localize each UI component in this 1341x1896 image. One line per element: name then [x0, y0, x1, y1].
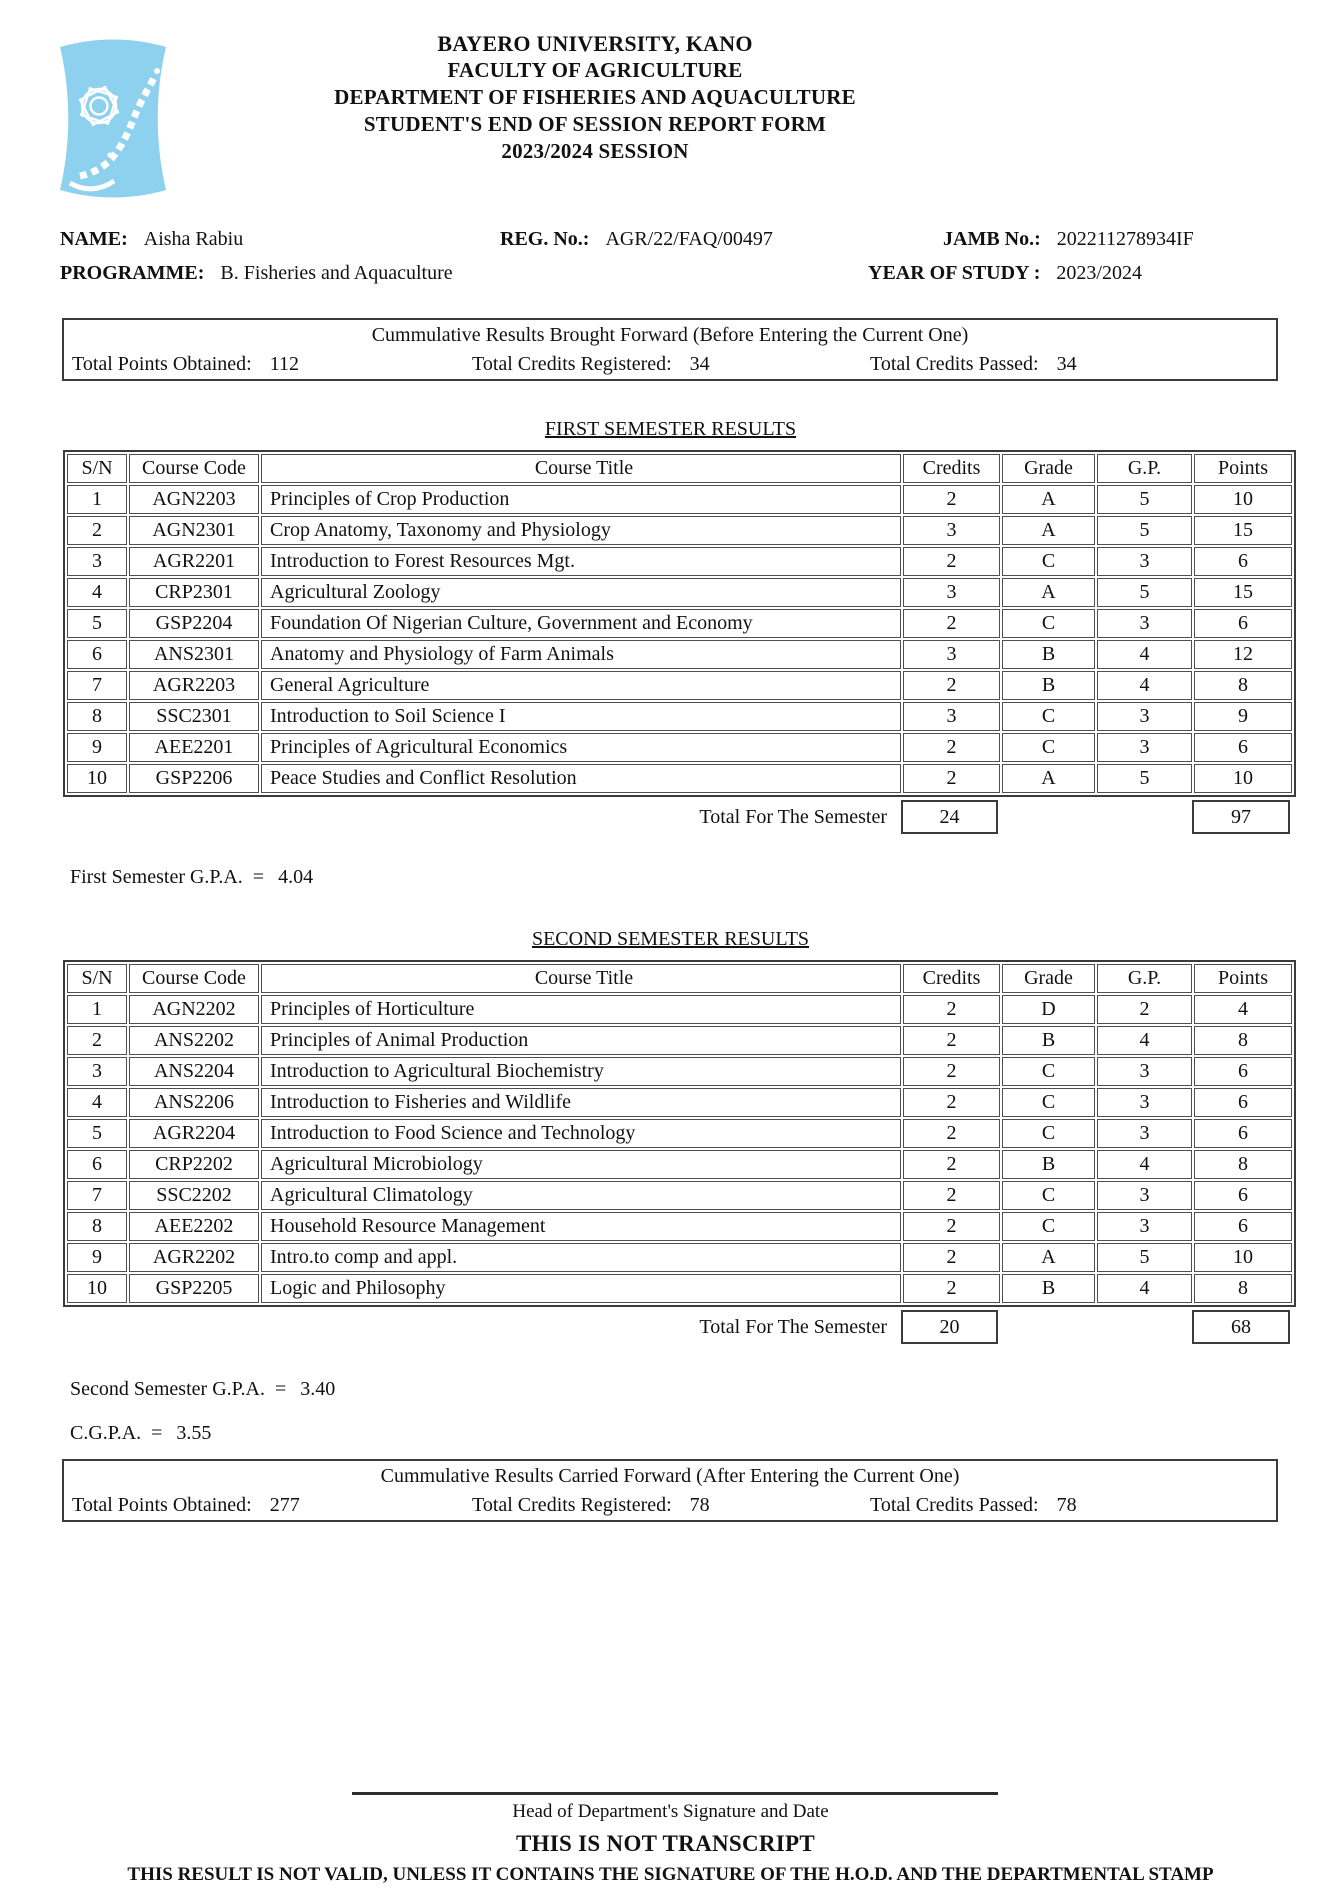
table-cell: A	[1002, 485, 1095, 514]
semester-total-label: Total For The Semester	[699, 1316, 888, 1338]
semester-total-points: 97	[1192, 800, 1290, 834]
first-semester-total-row	[63, 798, 1292, 836]
table-cell: 3	[1097, 733, 1192, 762]
table-cell: 1	[67, 995, 127, 1024]
table-row	[67, 1150, 1292, 1179]
programme-value: B. Fisheries and Aquaculture	[220, 262, 453, 284]
programme-label: PROGRAMME:	[60, 262, 205, 284]
table-cell: 6	[1194, 733, 1292, 762]
semester-total-grade-empty	[1000, 800, 1093, 834]
table-cell: 3	[1097, 1181, 1192, 1210]
table-cell: 4	[1097, 640, 1192, 669]
table-cell: 2	[903, 1119, 1000, 1148]
table-row	[67, 1088, 1292, 1117]
reg-no-value: AGR/22/FAQ/00497	[605, 228, 773, 250]
table-cell: 7	[67, 1181, 127, 1210]
table-cell: General Agriculture	[261, 671, 901, 700]
table-cell: 2	[903, 995, 1000, 1024]
table-cell: AEE2202	[129, 1212, 259, 1241]
total-credits-registered-label: Total Credits Registered:	[472, 353, 672, 375]
table-cell: 6	[1194, 1119, 1292, 1148]
total-points-obtained	[72, 1494, 300, 1517]
table-row	[67, 516, 1292, 545]
table-cell: 6	[1194, 1057, 1292, 1086]
table-cell: 2	[903, 733, 1000, 762]
table-cell: C	[1002, 733, 1095, 762]
table-cell: 5	[1097, 516, 1192, 545]
reg-no-label: REG. No.:	[500, 228, 590, 250]
second-semester-section	[63, 928, 1278, 1346]
table-cell: 3	[903, 702, 1000, 731]
table-cell: 4	[1097, 1150, 1192, 1179]
table-cell: 3	[1097, 1057, 1192, 1086]
table-cell: 5	[1097, 764, 1192, 793]
jamb-no-value: 202211278934IF	[1056, 228, 1194, 250]
table-cell: 4	[1097, 1274, 1192, 1303]
table-cell: AEE2201	[129, 733, 259, 762]
table-row	[67, 1181, 1292, 1210]
total-points-obtained-value: 112	[269, 353, 299, 375]
university-name: BAYERO UNIVERSITY, KANO	[437, 31, 753, 56]
table-header-row	[67, 454, 1292, 483]
table-cell: 4	[1097, 1026, 1192, 1055]
year-of-study-field	[868, 262, 1142, 285]
col-grade: Grade	[1002, 454, 1095, 483]
table-cell: 4	[1194, 995, 1292, 1024]
table-cell: AGN2202	[129, 995, 259, 1024]
table-row	[67, 640, 1292, 669]
col-credits: Credits	[903, 454, 1000, 483]
first-semester-gpa	[70, 866, 313, 889]
total-points-obtained-label: Total Points Obtained:	[72, 353, 252, 375]
session-title: 2023/2024 SESSION	[501, 139, 689, 163]
carried-forward-title: Cummulative Results Carried Forward (After Entering the Current One)	[380, 1465, 960, 1487]
second-semester-total-row	[63, 1308, 1292, 1346]
table-cell: 10	[67, 1274, 127, 1303]
table-cell: 5	[67, 1119, 127, 1148]
table-cell: B	[1002, 640, 1095, 669]
total-credits-registered-value: 78	[689, 1494, 710, 1516]
semester-total-points: 68	[1192, 1310, 1290, 1344]
semester-total-gp-empty	[1095, 1310, 1190, 1344]
table-cell: 6	[1194, 547, 1292, 576]
semester-total-gp-empty	[1095, 800, 1190, 834]
table-cell: 3	[903, 516, 1000, 545]
table-cell: Introduction to Agricultural Biochemistry	[261, 1057, 901, 1086]
table-cell: 9	[67, 1243, 127, 1272]
table-cell: ANS2202	[129, 1026, 259, 1055]
table-row	[67, 609, 1292, 638]
first-semester-table	[63, 450, 1296, 797]
faculty-name: FACULTY OF AGRICULTURE	[447, 58, 743, 82]
table-cell: 2	[903, 609, 1000, 638]
equals-sign: =	[151, 1422, 163, 1444]
table-cell: 2	[903, 1212, 1000, 1241]
second-semester-table	[63, 960, 1296, 1307]
col-course-title: Course Title	[261, 964, 901, 993]
form-title: STUDENT'S END OF SESSION REPORT FORM	[363, 112, 827, 136]
table-cell: 8	[67, 702, 127, 731]
table-cell: Anatomy and Physiology of Farm Animals	[261, 640, 901, 669]
cgpa-value: 3.55	[176, 1422, 212, 1444]
table-cell: GSP2206	[129, 764, 259, 793]
table-cell: 6	[67, 640, 127, 669]
cgpa-label: C.G.P.A.	[70, 1422, 142, 1444]
table-cell: 3	[67, 547, 127, 576]
table-row	[67, 578, 1292, 607]
table-cell: 4	[1097, 671, 1192, 700]
table-cell: C	[1002, 1057, 1095, 1086]
table-cell: Principles of Crop Production	[261, 485, 901, 514]
table-row	[67, 1057, 1292, 1086]
table-cell: C	[1002, 1212, 1095, 1241]
table-cell: 8	[1194, 671, 1292, 700]
table-cell: 10	[1194, 764, 1292, 793]
col-course-code: Course Code	[129, 454, 259, 483]
table-cell: Agricultural Zoology	[261, 578, 901, 607]
table-cell: Logic and Philosophy	[261, 1274, 901, 1303]
table-cell: 6	[1194, 609, 1292, 638]
table-cell: Agricultural Climatology	[261, 1181, 901, 1210]
col-points: Points	[1194, 454, 1292, 483]
year-of-study-value: 2023/2024	[1056, 262, 1142, 284]
first-semester-title: FIRST SEMESTER RESULTS	[544, 418, 797, 440]
table-cell: Peace Studies and Conflict Resolution	[261, 764, 901, 793]
table-cell: 3	[1097, 702, 1192, 731]
table-cell: 6	[67, 1150, 127, 1179]
name-value: Aisha Rabiu	[143, 228, 244, 250]
table-cell: AGR2202	[129, 1243, 259, 1272]
semester-total-credits: 24	[901, 800, 998, 834]
col-gp: G.P.	[1097, 964, 1192, 993]
table-header-row	[67, 964, 1292, 993]
table-cell: 3	[1097, 609, 1192, 638]
table-cell: C	[1002, 1119, 1095, 1148]
student-name-field	[60, 228, 243, 251]
second-semester-title: SECOND SEMESTER RESULTS	[531, 928, 810, 950]
total-credits-passed-label: Total Credits Passed:	[870, 1494, 1039, 1516]
table-cell: 4	[67, 1088, 127, 1117]
second-semester-gpa	[70, 1378, 335, 1401]
table-cell: 8	[1194, 1274, 1292, 1303]
table-cell: C	[1002, 1181, 1095, 1210]
table-cell: 8	[1194, 1150, 1292, 1179]
table-cell: Principles of Horticulture	[261, 995, 901, 1024]
total-credits-registered	[472, 353, 710, 376]
total-credits-registered	[472, 1494, 710, 1517]
table-row	[67, 764, 1292, 793]
total-credits-registered-label: Total Credits Registered:	[472, 1494, 672, 1516]
table-cell: 2	[903, 671, 1000, 700]
total-credits-passed-value: 34	[1056, 353, 1077, 375]
table-cell: Household Resource Management	[261, 1212, 901, 1241]
table-cell: A	[1002, 516, 1095, 545]
semester-total-label: Total For The Semester	[699, 806, 888, 828]
table-cell: 6	[1194, 1212, 1292, 1241]
department-name: DEPARTMENT OF FISHERIES AND AQUACULTURE	[334, 85, 856, 109]
table-cell: 5	[1097, 485, 1192, 514]
table-row	[67, 995, 1292, 1024]
table-row	[67, 1119, 1292, 1148]
table-cell: C	[1002, 609, 1095, 638]
table-row	[67, 547, 1292, 576]
table-cell: CRP2202	[129, 1150, 259, 1179]
table-cell: AGN2301	[129, 516, 259, 545]
table-cell: Introduction to Fisheries and Wildlife	[261, 1088, 901, 1117]
total-credits-passed	[870, 1494, 1077, 1517]
total-points-obtained-label: Total Points Obtained:	[72, 1494, 252, 1516]
table-cell: 9	[67, 733, 127, 762]
brought-forward-box	[62, 318, 1278, 381]
semester-total-credits: 20	[901, 1310, 998, 1344]
table-cell: GSP2204	[129, 609, 259, 638]
table-cell: 15	[1194, 516, 1292, 545]
first-semester-gpa-label: First Semester G.P.A.	[70, 866, 243, 888]
table-cell: A	[1002, 1243, 1095, 1272]
table-cell: Intro.to comp and appl.	[261, 1243, 901, 1272]
table-cell: A	[1002, 578, 1095, 607]
table-cell: 3	[903, 640, 1000, 669]
table-cell: B	[1002, 1150, 1095, 1179]
not-transcript-notice: THIS IS NOT TRANSCRIPT	[515, 1831, 816, 1856]
table-cell: 3	[1097, 1088, 1192, 1117]
table-row	[67, 1212, 1292, 1241]
table-cell: C	[1002, 547, 1095, 576]
table-cell: 2	[903, 1243, 1000, 1272]
table-cell: 4	[67, 578, 127, 607]
table-row	[67, 1026, 1292, 1055]
table-cell: Introduction to Soil Science I	[261, 702, 901, 731]
validity-notice: THIS RESULT IS NOT VALID, UNLESS IT CONTAINS THE SIGNATURE OF THE H.O.D. AND THE DEPARTMENTAL STAMP	[127, 1864, 1214, 1885]
col-course-title: Course Title	[261, 454, 901, 483]
table-cell: B	[1002, 671, 1095, 700]
table-cell: Introduction to Food Science and Technology	[261, 1119, 901, 1148]
table-row	[67, 733, 1292, 762]
table-cell: 8	[67, 1212, 127, 1241]
table-cell: AGR2203	[129, 671, 259, 700]
signature-label: Head of Department's Signature and Date	[512, 1801, 829, 1822]
table-row	[67, 702, 1292, 731]
jamb-no-label: JAMB No.:	[943, 228, 1041, 250]
document-title-block	[0, 30, 1190, 165]
second-semester-gpa-label: Second Semester G.P.A.	[70, 1378, 265, 1400]
table-cell: 5	[1097, 578, 1192, 607]
col-points: Points	[1194, 964, 1292, 993]
programme-field	[60, 262, 453, 285]
table-cell: SSC2301	[129, 702, 259, 731]
table-cell: Foundation Of Nigerian Culture, Government and Economy	[261, 609, 901, 638]
table-cell: AGN2203	[129, 485, 259, 514]
reg-no-field	[500, 228, 773, 251]
equals-sign: =	[274, 1378, 287, 1400]
table-cell: 3	[1097, 1212, 1192, 1241]
table-row	[67, 485, 1292, 514]
col-grade: Grade	[1002, 964, 1095, 993]
table-cell: 2	[903, 1150, 1000, 1179]
col-gp: G.P.	[1097, 454, 1192, 483]
table-cell: 3	[1097, 547, 1192, 576]
table-row	[67, 671, 1292, 700]
table-cell: 2	[903, 485, 1000, 514]
table-cell: 2	[903, 1181, 1000, 1210]
table-cell: 2	[903, 1088, 1000, 1117]
table-cell: 1	[67, 485, 127, 514]
table-cell: 2	[903, 1274, 1000, 1303]
table-cell: A	[1002, 764, 1095, 793]
table-cell: 10	[1194, 485, 1292, 514]
equals-sign: =	[252, 866, 265, 888]
total-credits-passed	[870, 353, 1077, 376]
table-cell: Principles of Agricultural Economics	[261, 733, 901, 762]
table-cell: 9	[1194, 702, 1292, 731]
table-cell: ANS2301	[129, 640, 259, 669]
carried-forward-box	[62, 1459, 1278, 1522]
table-cell: C	[1002, 702, 1095, 731]
table-cell: 5	[67, 609, 127, 638]
table-cell: AGR2204	[129, 1119, 259, 1148]
table-cell: 10	[67, 764, 127, 793]
table-cell: 3	[903, 578, 1000, 607]
table-cell: 2	[903, 1057, 1000, 1086]
cgpa	[70, 1422, 211, 1445]
first-semester-gpa-value: 4.04	[278, 866, 314, 888]
table-cell: 2	[67, 1026, 127, 1055]
table-cell: 6	[1194, 1088, 1292, 1117]
table-cell: SSC2202	[129, 1181, 259, 1210]
table-cell: 10	[1194, 1243, 1292, 1272]
table-cell: B	[1002, 1026, 1095, 1055]
table-cell: GSP2205	[129, 1274, 259, 1303]
year-of-study-label: YEAR OF STUDY :	[868, 262, 1041, 284]
table-cell: 2	[903, 1026, 1000, 1055]
table-cell: 2	[903, 764, 1000, 793]
semester-total-grade-empty	[1000, 1310, 1093, 1344]
table-cell: 7	[67, 671, 127, 700]
total-credits-passed-label: Total Credits Passed:	[870, 353, 1039, 375]
first-semester-section	[63, 418, 1278, 836]
total-credits-registered-value: 34	[689, 353, 710, 375]
table-cell: 2	[1097, 995, 1192, 1024]
col-sn: S/N	[67, 454, 127, 483]
table-cell: Crop Anatomy, Taxonomy and Physiology	[261, 516, 901, 545]
table-cell: 2	[67, 516, 127, 545]
table-cell: 15	[1194, 578, 1292, 607]
table-cell: 2	[903, 547, 1000, 576]
table-cell: 3	[1097, 1119, 1192, 1148]
table-cell: Agricultural Microbiology	[261, 1150, 901, 1179]
col-course-code: Course Code	[129, 964, 259, 993]
table-cell: Principles of Animal Production	[261, 1026, 901, 1055]
jamb-no-field	[943, 228, 1194, 251]
table-row	[67, 1243, 1292, 1272]
table-cell: B	[1002, 1274, 1095, 1303]
table-cell: 8	[1194, 1026, 1292, 1055]
signature-line	[352, 1792, 998, 1795]
table-cell: 12	[1194, 640, 1292, 669]
table-cell: ANS2206	[129, 1088, 259, 1117]
name-label: NAME:	[60, 228, 128, 250]
table-cell: 5	[1097, 1243, 1192, 1272]
table-cell: 3	[67, 1057, 127, 1086]
total-points-obtained-value: 277	[269, 1494, 300, 1516]
table-cell: D	[1002, 995, 1095, 1024]
table-cell: Introduction to Forest Resources Mgt.	[261, 547, 901, 576]
table-cell: C	[1002, 1088, 1095, 1117]
table-row	[67, 1274, 1292, 1303]
col-sn: S/N	[67, 964, 127, 993]
col-credits: Credits	[903, 964, 1000, 993]
table-cell: ANS2204	[129, 1057, 259, 1086]
brought-forward-title: Cummulative Results Brought Forward (Before Entering the Current One)	[371, 324, 969, 346]
total-credits-passed-value: 78	[1056, 1494, 1077, 1516]
table-cell: CRP2301	[129, 578, 259, 607]
table-cell: AGR2201	[129, 547, 259, 576]
second-semester-gpa-value: 3.40	[300, 1378, 336, 1400]
total-points-obtained	[72, 353, 299, 376]
table-cell: 6	[1194, 1181, 1292, 1210]
